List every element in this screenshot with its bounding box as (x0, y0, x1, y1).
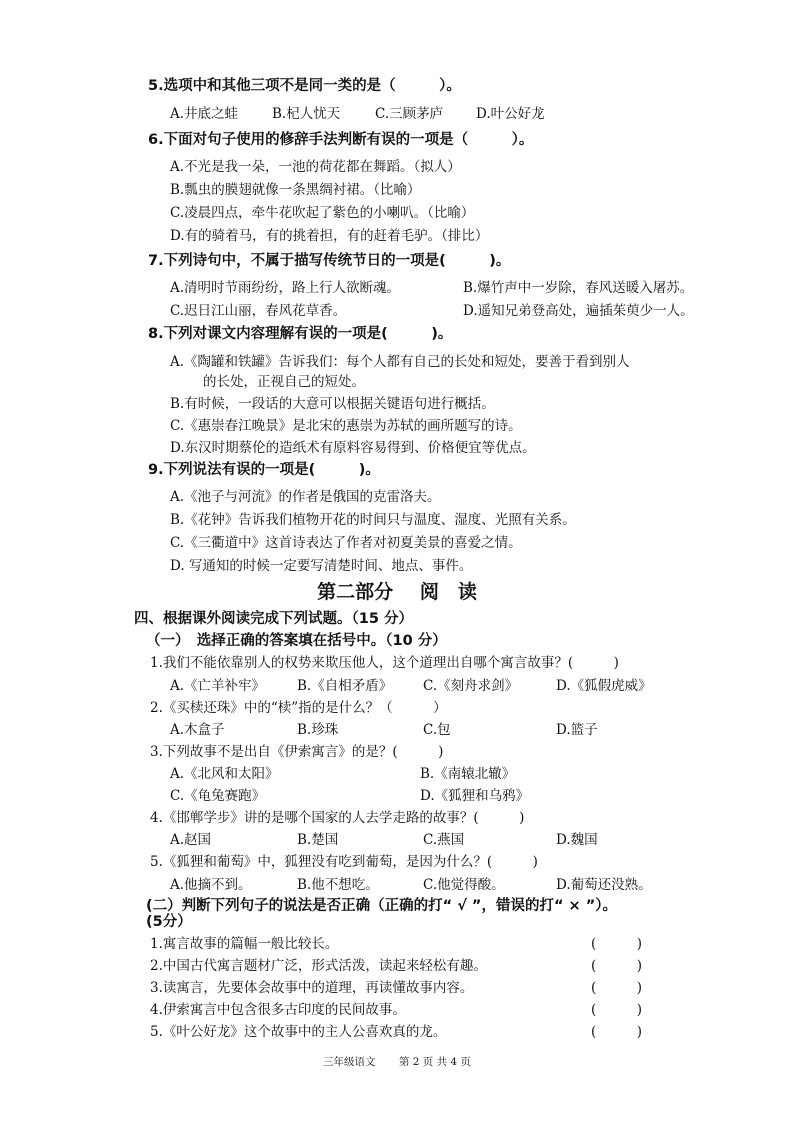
reading-question-5-stem: 5.《狐狸和葡萄》中，狐狸没有吃到葡萄，是因为什么？( ) (150, 854, 538, 870)
option[interactable]: C.凌晨四点，牵牛花吹起了紫色的小喇叭。（比喻） (170, 205, 475, 221)
option[interactable]: D.有的骑着马，有的挑着担，有的赶着毛驴。（排比） (170, 228, 489, 244)
option[interactable]: B.杞人忧天 (272, 106, 341, 122)
option-continuation: 的长处，正视自己的短处。 (203, 374, 365, 390)
subsection-2-score: (5分） (146, 914, 192, 930)
answer-paren[interactable]: ( ) (591, 1002, 643, 1018)
option[interactable]: B.《自相矛盾》 (297, 678, 393, 694)
option[interactable]: B.楚国 (297, 832, 339, 848)
reading-question-3-stem: 3.下列故事不是出自《伊索寓言》的是？( ) (150, 744, 444, 760)
judge-item: 1.寓言故事的篇幅一般比较长。 (150, 936, 339, 952)
option[interactable]: C.《刻舟求剑》 (423, 678, 519, 694)
subsection-1-title: （一） 选择正确的答案填在括号中。（10 分） (146, 633, 447, 649)
option[interactable]: A.井底之蛙 (170, 106, 239, 122)
reading-question-2-stem: 2.《买椟还珠》中的“椟”指的是什么？（ ） (150, 700, 447, 716)
section-title: 四、根据课外阅读完成下列试题。（15 分） (134, 611, 413, 627)
answer-paren[interactable]: ( ) (591, 1024, 643, 1040)
option[interactable]: A.木盒子 (170, 722, 225, 738)
part-title-number: 第二部分 (317, 581, 394, 603)
option[interactable]: A.《陶罐和铁罐》告诉我们：每个人都有自己的长处和短处，要善于看到别人 (170, 354, 630, 370)
option[interactable]: A.赵国 (170, 832, 212, 848)
option[interactable]: A.清明时节雨纷纷，路上行人欲断魂。 (170, 280, 401, 296)
option[interactable]: D.叶公好龙 (476, 106, 545, 122)
question-7-stem: 7.下列诗句中，不属于描写传统节日的一项是( )。 (148, 253, 511, 269)
option[interactable]: A.《池子与河流》的作者是俄国的克雷洛夫。 (170, 489, 441, 505)
option[interactable]: A.《亡羊补牢》 (170, 678, 266, 694)
option[interactable]: B.爆竹声中一岁除，春风送暖入屠苏。 (463, 280, 694, 296)
option[interactable]: C.迟日江山丽，春风花草香。 (170, 303, 347, 319)
option[interactable]: D.《狐假虎威》 (556, 678, 652, 694)
option[interactable]: B.《南辕北辙》 (420, 766, 516, 782)
footer-page-number: 第 2 页 共 4 页 (398, 1056, 471, 1068)
judge-item: 4.伊索寓言中包含很多古印度的民间故事。 (150, 1002, 406, 1018)
subsection-2-title: (二）判断下列句子的说法是否正确（正确的打“ √ ”，错误的打“ × ”）。 (146, 898, 618, 914)
option[interactable]: C.三顾茅庐 (375, 106, 444, 122)
option[interactable]: C.《三衢道中》这首诗表达了作者对初夏美景的喜爱之情。 (170, 535, 522, 551)
option[interactable]: D.葡萄还没熟。 (556, 877, 652, 893)
judge-item: 3.读寓言，先要体会故事中的道理，再读懂故事内容。 (150, 980, 474, 996)
option[interactable]: D.篮子 (556, 722, 598, 738)
reading-question-4-stem: 4.《邯郸学步》讲的是哪个国家的人去学走路的故事？( ) (150, 810, 525, 826)
answer-paren[interactable]: ( ) (591, 980, 643, 996)
answer-paren[interactable]: ( ) (591, 958, 643, 974)
option[interactable]: A.他摘不到。 (170, 877, 252, 893)
page-footer (0, 1052, 794, 1072)
judge-item: 2.中国古代寓言题材广泛，形式活泼，读起来轻松有趣。 (150, 958, 487, 974)
option[interactable]: D. 写通知的时候一定要写清楚时间、地点、事件。 (170, 558, 473, 574)
option[interactable]: D.魏国 (556, 832, 598, 848)
option[interactable]: C.《惠崇春江晚景》是北宋的惠崇为苏轼的画所题写的诗。 (170, 418, 522, 434)
part-title-name: 阅 读 (419, 581, 477, 603)
option[interactable]: D.遥知兄弟登高处，遍插茱萸少一人。 (463, 303, 694, 319)
question-9-stem: 9.下列说法有误的一项是( )。 (148, 462, 380, 478)
footer-subject: 三年级语文 (323, 1056, 376, 1068)
option[interactable]: A.《北风和太阳》 (170, 766, 279, 782)
option[interactable]: B.珍珠 (297, 722, 339, 738)
answer-paren[interactable]: ( ) (591, 936, 643, 952)
option[interactable]: D.东汉时期蔡伦的造纸术有原料容易得到、价格便宜等优点。 (170, 440, 536, 456)
option[interactable]: B.有时候，一段话的大意可以根据关键语句进行概括。 (170, 396, 495, 412)
option[interactable]: C.燕国 (423, 832, 465, 848)
option[interactable]: C.他觉得酸。 (423, 877, 505, 893)
part-title (0, 580, 794, 604)
option[interactable]: A.不光是我一朵，一池的荷花都在舞蹈。（拟人） (170, 159, 461, 175)
question-8-stem: 8.下列对课文内容理解有误的一项是( )。 (148, 326, 453, 342)
option[interactable]: C.包 (423, 722, 451, 738)
option[interactable]: D.《狐狸和乌鸦》 (420, 788, 530, 804)
question-6-stem: 6.下面对句子使用的修辞手法判断有误的一项是（ ）。 (148, 132, 534, 148)
option[interactable]: B.《花钟》告诉我们植物开花的时间只与温度、湿度、光照有关系。 (170, 512, 576, 528)
option[interactable]: B.瓢虫的膜翅就像一条黑绸衬裙。（比喻） (170, 182, 421, 198)
option[interactable]: B.他不想吃。 (297, 877, 379, 893)
option[interactable]: C.《龟兔赛跑》 (170, 788, 266, 804)
judge-item: 5.《叶公好龙》这个故事中的主人公喜欢真的龙。 (150, 1024, 447, 1040)
question-5-stem: 5.选项中和其他三项不是同一类的是（ ）。 (148, 78, 461, 94)
reading-question-1-stem: 1.我们不能依靠别人的权势来欺压他人，这个道理出自哪个寓言故事？( ) (150, 655, 619, 671)
